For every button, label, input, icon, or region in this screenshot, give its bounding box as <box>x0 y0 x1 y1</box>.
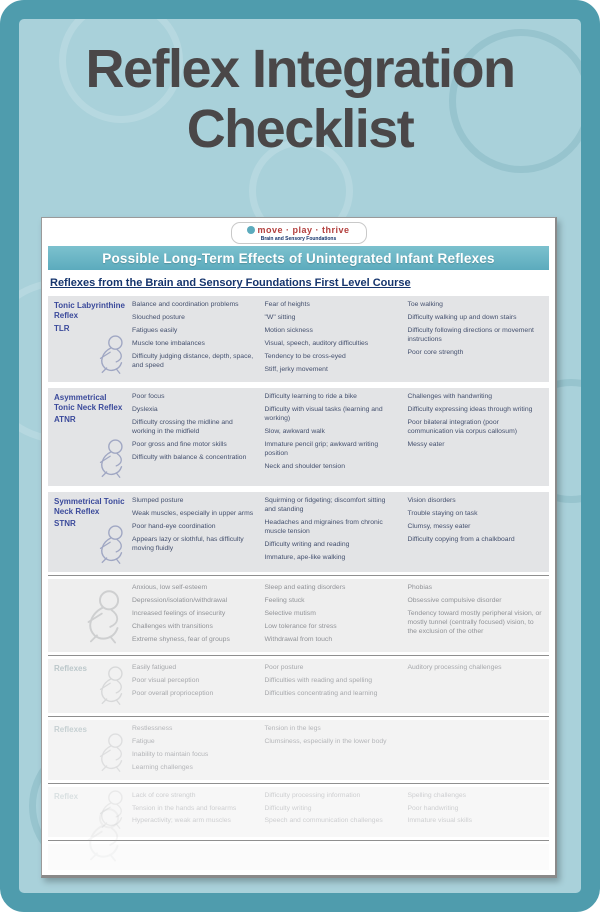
effects-column <box>265 725 398 777</box>
effects-column <box>407 792 543 834</box>
baby-illustration <box>90 333 132 380</box>
page-title-line1: Reflex Integration <box>85 39 515 99</box>
effect-item: Withdrawal from touch <box>264 635 333 643</box>
effects-columns <box>132 497 543 569</box>
effect-item: Challenges with handwriting <box>407 392 493 400</box>
effect-item: Fatigues easily <box>132 326 178 334</box>
reflex-name: Reflexes <box>54 663 87 673</box>
reflex-row <box>48 659 549 713</box>
effect-item: Difficulty writing and reading <box>264 540 350 548</box>
effects-column <box>132 664 255 710</box>
effect-item: Challenges with transitions <box>132 622 213 630</box>
effects-column <box>407 301 543 379</box>
effect-item: Difficulty following directions or movement instructions <box>407 326 534 343</box>
effects-column <box>265 497 398 569</box>
effect-item: "W" sitting <box>264 313 296 321</box>
effect-item: Hyperactivity; weak arm muscles <box>132 817 231 825</box>
reflex-label <box>54 725 132 777</box>
reflex-row <box>48 296 549 382</box>
effect-item: Auditory processing challenges <box>407 663 502 671</box>
effect-item: Sleep and eating disorders <box>264 583 346 591</box>
effects-columns <box>132 792 543 834</box>
reflex-name: Tonic Labyrinthine Reflex <box>54 301 125 320</box>
effect-item: Fatigue <box>132 737 155 745</box>
effect-item: Poor bilateral integration (poor communication via corpus callosum) <box>407 418 517 435</box>
effect-item: Difficulty with visual tasks (learning and working) <box>264 405 383 422</box>
effect-item: Feeling stuck <box>264 596 305 604</box>
effects-columns <box>132 301 543 379</box>
effects-columns <box>132 584 543 649</box>
effects-column <box>407 725 543 777</box>
effects-column <box>132 497 255 569</box>
effect-item: Difficulties with reading and spelling <box>264 676 373 684</box>
effects-columns <box>132 664 543 710</box>
brand-logo <box>231 222 367 244</box>
effect-item: Messy eater <box>407 440 445 448</box>
row-divider <box>48 783 549 784</box>
effect-item: Depression/isolation/withdrawal <box>132 596 228 604</box>
effects-column <box>132 301 255 379</box>
effect-item: Difficulty judging distance, depth, space, and speed <box>132 352 254 369</box>
effect-item: Low tolerance for stress <box>264 622 337 630</box>
reflex-label <box>54 497 132 569</box>
document-banner: Possible Long-Term Effects of Unintegrated Infant Reflexes <box>48 246 549 270</box>
effect-item: Dyslexia <box>132 405 158 413</box>
effect-item: Stiff, jerky movement <box>264 365 328 373</box>
effect-item: Difficulties concentrating and learning <box>264 689 378 697</box>
effects-column <box>265 849 398 867</box>
effect-item: Difficulty crossing the midline and working in the midfield <box>132 418 233 435</box>
effect-item: Fear of heights <box>264 301 310 308</box>
effect-item: Difficulty learning to ride a bike <box>264 392 357 400</box>
effects-column <box>265 393 398 483</box>
effect-item: Slow, awkward walk <box>264 427 325 435</box>
reflex-row <box>48 720 549 780</box>
effect-item: Tension in the legs <box>264 724 321 732</box>
effects-column <box>407 584 543 649</box>
brand-text: move · play · thrive <box>257 225 350 235</box>
effect-item: Poor overall proprioception <box>132 689 214 697</box>
baby-illustration <box>90 437 132 484</box>
baby-illustration <box>90 523 132 570</box>
effects-columns <box>132 393 543 483</box>
effect-item: Poor core strength <box>407 348 464 356</box>
page-title <box>19 39 581 160</box>
effects-column <box>265 301 398 379</box>
effect-item: Motion sickness <box>264 326 313 334</box>
effect-item: Immature, ape-like walking <box>264 553 346 561</box>
effects-column <box>265 792 398 834</box>
effects-column <box>407 664 543 710</box>
reflex-label <box>54 584 132 649</box>
effect-item: Slouched posture <box>132 313 185 321</box>
effect-item: Clumsy, messy eater <box>407 522 471 530</box>
brand-tagline: Brain and Sensory Foundations <box>260 236 337 242</box>
reflex-name: Asymmetrical Tonic Neck Reflex <box>54 392 123 412</box>
reflex-label <box>54 664 132 710</box>
effect-item: Tendency to be cross-eyed <box>264 352 346 360</box>
effect-item: Increased feelings of insecurity <box>132 609 226 617</box>
reflex-row <box>48 844 549 870</box>
effect-item: Poor gross and fine motor skills <box>132 440 227 448</box>
effect-item: Restlessness <box>132 724 173 732</box>
effect-item: Tension in the hands and forearms <box>132 804 237 812</box>
effect-item: Visual, speech, auditory difficulties <box>264 339 369 347</box>
effects-column <box>407 393 543 483</box>
effect-item: Spelling challenges <box>407 791 467 799</box>
effect-item: Trouble staying on task <box>407 509 478 517</box>
reflex-row <box>48 579 549 652</box>
effect-item: Lack of core strength <box>132 791 196 799</box>
effect-item: Immature visual skills <box>407 817 473 825</box>
effects-column <box>265 664 398 710</box>
effect-item: Easily fatigued <box>132 663 177 671</box>
reflex-label <box>54 849 132 867</box>
effect-item: Inability to maintain focus <box>132 750 209 758</box>
effects-column <box>132 725 255 777</box>
effects-column <box>132 849 255 867</box>
effect-item: Poor focus <box>132 392 165 400</box>
effect-item: Difficulty copying from a chalkboard <box>407 535 515 543</box>
brand-logo-icon <box>247 226 255 234</box>
effects-columns <box>132 725 543 777</box>
effect-item: Speech and communication challenges <box>264 817 383 825</box>
effect-item: Difficulty with balance & concentration <box>132 453 247 461</box>
effect-item: Phobias <box>407 583 433 591</box>
effect-item: Poor hand-eye coordination <box>132 522 216 530</box>
effects-column <box>407 849 543 867</box>
reflex-row <box>48 492 549 572</box>
reflex-abbr: ATNR <box>54 415 76 425</box>
row-divider <box>48 655 549 656</box>
effects-column <box>132 393 255 483</box>
effect-item: Immature pencil grip; awkward writing position <box>264 440 379 457</box>
baby-illustration <box>74 587 132 650</box>
effect-item: Tendency toward mostly peripheral vision, or mostly tunnel (centrally focused) vision, to the exclusion of the other <box>407 609 542 635</box>
effect-item: Difficulty walking up and down stairs <box>407 313 517 321</box>
effects-column <box>132 584 255 649</box>
reflex-label <box>54 301 132 379</box>
effect-item: Difficulty writing <box>264 804 312 812</box>
reflex-row <box>48 388 549 486</box>
effect-item: Learning challenges <box>132 763 193 771</box>
effects-columns <box>132 849 543 867</box>
effect-item: Difficulty processing information <box>264 791 361 799</box>
row-divider <box>48 716 549 717</box>
reflex-name: Reflexes <box>54 724 87 734</box>
reflex-abbr: TLR <box>54 323 70 333</box>
effect-item: Vision disorders <box>407 496 456 504</box>
effect-item: Clumsiness, especially in the lower body <box>264 737 387 745</box>
effect-item: Obsessive compulsive disorder <box>407 596 502 604</box>
effect-item: Weak muscles, especially in upper arms <box>132 509 254 517</box>
effect-item: Selective mutism <box>264 609 316 617</box>
effect-item: Slumped posture <box>132 496 184 504</box>
document-subtitle: Reflexes from the Brain and Sensory Foundations First Level Course <box>50 277 411 289</box>
row-divider <box>48 575 549 576</box>
effect-item: Difficulty expressing ideas through writing <box>407 405 533 413</box>
effect-item: Squirming or fidgeting; discomfort sitting and standing <box>264 496 386 513</box>
checklist-document <box>41 217 557 878</box>
effect-item: Extreme shyness, fear of groups <box>132 635 230 643</box>
effect-item: Anxious, low self-esteem <box>132 583 208 591</box>
effect-item: Balance and coordination problems <box>132 301 239 308</box>
baby-illustration <box>90 664 132 711</box>
effect-item: Poor handwriting <box>407 804 459 812</box>
brand-name <box>232 225 366 235</box>
effects-column <box>407 497 543 569</box>
reflex-abbr: STNR <box>54 519 76 529</box>
effect-item: Neck and shoulder tension <box>264 462 345 470</box>
page-title-line2: Checklist <box>186 99 414 160</box>
effect-item: Toe walking <box>407 301 443 308</box>
effects-column <box>265 584 398 649</box>
baby-illustration <box>74 805 132 868</box>
effects-column <box>132 792 255 834</box>
baby-illustration <box>90 731 132 778</box>
reflex-name: Symmetrical Tonic Neck Reflex <box>54 496 125 516</box>
reflex-name: Reflex <box>54 791 79 801</box>
effect-item: Appears lazy or slothful, has difficulty moving fluidly <box>132 535 244 552</box>
effect-item: Headaches and migraines from chronic muscle tension <box>264 518 383 535</box>
effect-item: Poor posture <box>264 663 304 671</box>
effect-item: Muscle tone imbalances <box>132 339 205 347</box>
effect-item: Poor visual perception <box>132 676 200 684</box>
reflex-label <box>54 393 132 483</box>
reflex-table <box>48 296 549 870</box>
